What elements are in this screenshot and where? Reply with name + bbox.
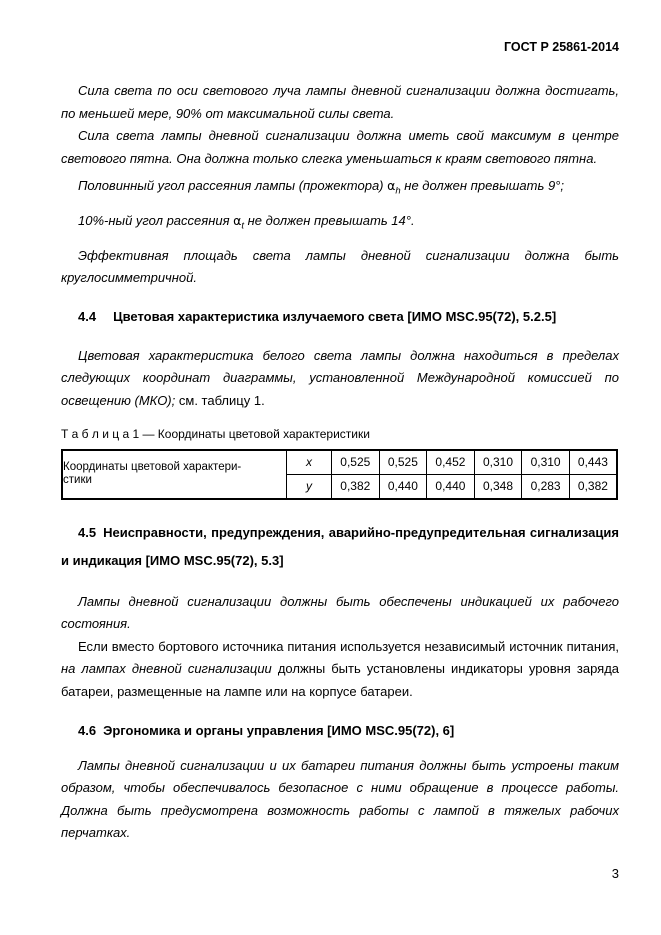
table-x-value-6: 0,443 bbox=[569, 450, 617, 475]
section-title-4-5: Неисправности, предупреждения, аварийно-предупредительная сигнализация и индикация [ИМО MSC.95(72), 5.3] bbox=[61, 524, 619, 568]
see-table-reference: см. таблицу 1. bbox=[178, 392, 265, 408]
paragraph-half-scatter-angle bbox=[61, 175, 619, 198]
ten-percent-text-before: 10%-ный угол рассеяния bbox=[78, 212, 234, 228]
table-label-text: Координаты цветовой характери-стики bbox=[63, 460, 242, 487]
paragraph-maximum-at-center: Сила света лампы дневной сигнализации должна иметь свой максимум в центре светового пятна. Она должна только слегка уменьшаться к краям светового пятна. bbox=[61, 128, 619, 166]
table-y-value-1: 0,382 bbox=[332, 474, 380, 499]
table-y-value-5: 0,283 bbox=[522, 474, 570, 499]
section-heading-4-5 bbox=[61, 519, 619, 575]
paragraph-battery-indicators bbox=[61, 636, 619, 704]
section-number-4-4: 4.4 bbox=[78, 308, 97, 324]
table-x-value-3: 0,452 bbox=[427, 450, 475, 475]
battery-text-emphasis: на лампах дневной сигнализации bbox=[61, 661, 272, 677]
section-number-4-5: 4.5 bbox=[78, 524, 97, 540]
table-y-value-6: 0,382 bbox=[569, 474, 617, 499]
alpha-symbol: α bbox=[233, 212, 242, 228]
document-code-header: ГОСТ Р 25861-2014 bbox=[503, 40, 619, 54]
table-y-value-4: 0,348 bbox=[474, 474, 522, 499]
alpha-symbol: α bbox=[387, 178, 396, 194]
section-title-4-4: Цветовая характеристика излучаемого света [ИМО MSC.95(72), 5.2.5] bbox=[113, 308, 557, 324]
half-angle-text-after: не должен превышать 9°; bbox=[400, 178, 564, 194]
table-y-value-2: 0,440 bbox=[379, 474, 427, 499]
table-caption: Т а б л и ц а 1 — Координаты цветовой характеристики bbox=[61, 426, 370, 441]
table-label-cell bbox=[62, 450, 287, 499]
paragraph-ergonomics: Лампы дневной сигнализации и их батареи питания должны быть устроены таким образом, чтобы обеспечивалось безопасное с ними обращение в процессе работы. Должна быть предусмотрена возможность работы с лампой в тяжелых рабочих перчатках. bbox=[61, 757, 619, 841]
section-heading-4-4 bbox=[61, 303, 619, 331]
paragraph-effective-area: Эффективная площадь света лампы дневной сигнализации должна быть круглосимметричной. bbox=[61, 247, 619, 286]
color-coordinates-table bbox=[61, 449, 618, 500]
page-content bbox=[61, 0, 619, 845]
table-var-y-cell: y bbox=[287, 474, 332, 499]
table-x-value-5: 0,310 bbox=[522, 450, 570, 475]
half-angle-text-before: Половинный угол рассеяния лампы (прожектора) bbox=[78, 178, 388, 194]
section-heading-4-6 bbox=[61, 717, 619, 745]
section-number-4-6: 4.6 bbox=[78, 722, 97, 738]
page-number: 3 bbox=[611, 866, 619, 881]
table-x-value-1: 0,525 bbox=[332, 450, 380, 475]
paragraph-operation-indication: Лампы дневной сигнализации должны быть обеспечены индикацией их рабочего состояния. bbox=[61, 593, 619, 632]
battery-text-before: Если вместо бортового источника питания используется независимый источник питания, bbox=[78, 638, 619, 654]
paragraph-beam-axis-intensity: Сила света по оси светового луча лампы дневной сигнализации должна достигать, по меньшей мере, 90% от максимальной силы света. bbox=[61, 83, 619, 121]
battery-text-after: должны быть установлены индикаторы уровня заряда батареи, размещенные на лампе или на корпусе батареи. bbox=[61, 661, 620, 699]
table-var-x-cell: x bbox=[287, 450, 332, 475]
alpha-subscript-h: h bbox=[395, 185, 401, 197]
paragraph-ten-percent-angle bbox=[61, 210, 619, 233]
table-x-value-2: 0,525 bbox=[379, 450, 427, 475]
paragraph-color-coordinates bbox=[61, 345, 619, 413]
ten-percent-text-after: не должен превышать 14°. bbox=[244, 212, 415, 228]
color-coordinates-italic-text: Цветовая характеристика белого света лампы должна находиться в пределах следующих координат диаграммы, установленной Международной комиссией по освещению (МКО); bbox=[61, 347, 619, 408]
alpha-subscript-t: t bbox=[241, 220, 245, 232]
table-y-value-3: 0,440 bbox=[427, 474, 475, 499]
section-title-4-6: Эргономика и органы управления [ИМО MSC.95(72), 6] bbox=[103, 722, 455, 738]
table-row-x bbox=[62, 450, 617, 475]
table-x-value-4: 0,310 bbox=[474, 450, 522, 475]
